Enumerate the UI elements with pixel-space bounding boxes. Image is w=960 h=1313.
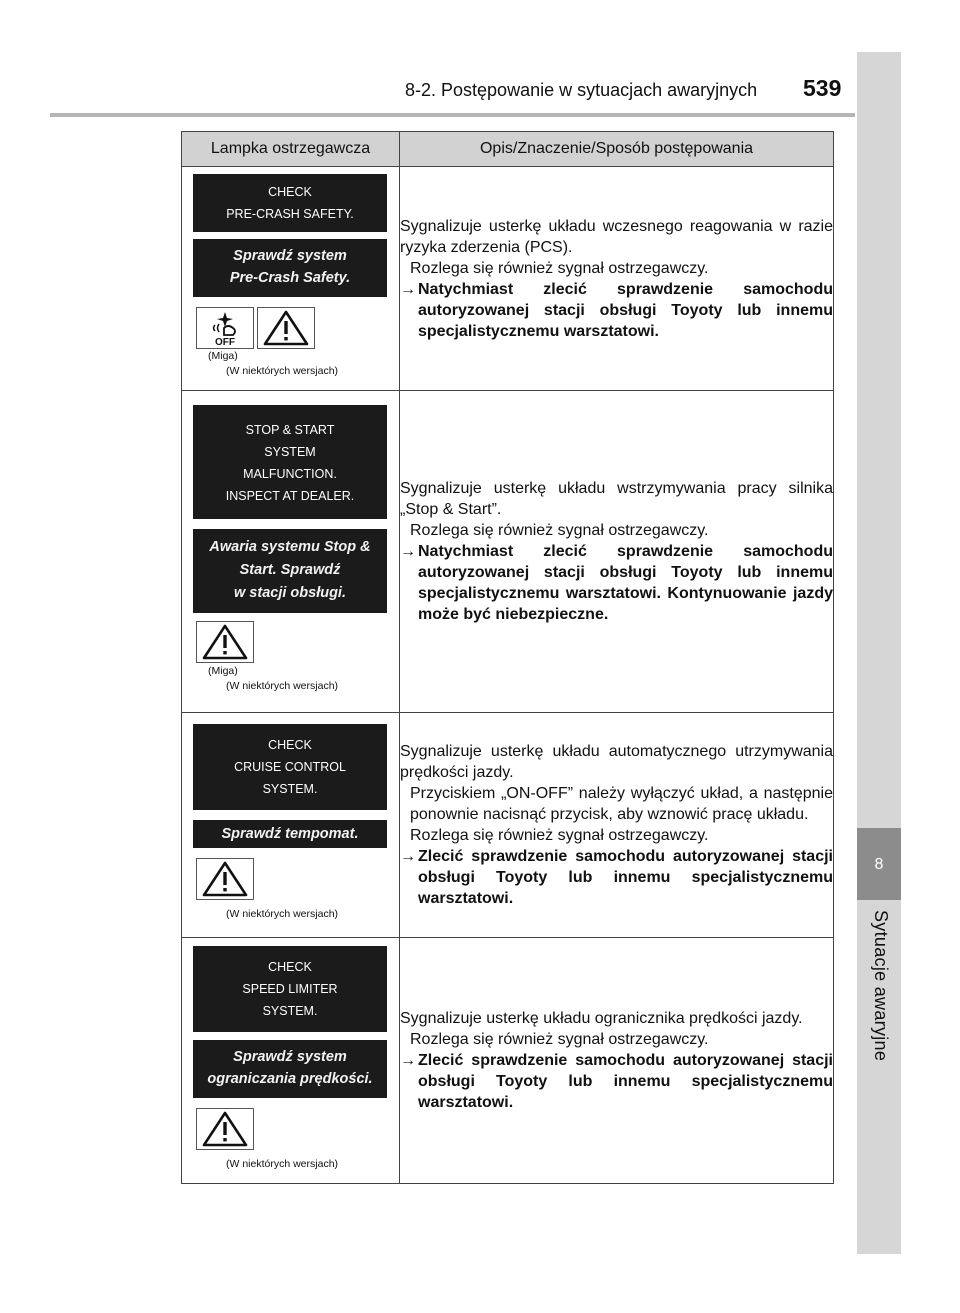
col-header-lamp: Lampka ostrzegawcza <box>182 132 400 167</box>
svg-text:OFF: OFF <box>215 337 235 347</box>
table-header-row <box>182 132 834 167</box>
version-note: (W niektórych wersjach) <box>226 680 339 692</box>
pcs-off-icon <box>196 307 254 349</box>
display-message-en: CHECK CRUISE CONTROL SYSTEM. <box>193 724 387 810</box>
action-instruction: → Natychmiast zlecić sprawdzenie samochodu autoryzowanej stacji obsługi Toyoty lub innemu specjalistycznemu warsztatowi. <box>400 280 833 340</box>
display-message-en: CHECK SPEED LIMITER SYSTEM. <box>193 946 387 1032</box>
page-number: 539 <box>803 75 842 101</box>
warning-triangle-icon <box>196 858 254 900</box>
description-subtext-2: Rozlega się również sygnał ostrzegawczy. <box>410 827 709 844</box>
warning-triangle-icon <box>196 1108 254 1150</box>
lamp-cell <box>182 167 400 391</box>
description-subtext: Rozlega się również sygnał ostrzegawczy. <box>410 259 709 277</box>
arrow-icon: → <box>400 543 416 560</box>
warning-triangle-icon <box>196 621 254 663</box>
side-chapter-marker[interactable] <box>857 828 901 900</box>
arrow-icon: → <box>400 1052 416 1069</box>
action-instruction: → Zlecić sprawdzenie samochodu autoryzowanej stacji obsługi Toyoty lub innemu specjalistycznemu warsztatowi. <box>400 848 833 907</box>
lamp-cell <box>182 391 400 713</box>
blink-label: (Miga) <box>208 350 238 362</box>
display-message-pl: Awaria systemu Stop & Start. Sprawdź w stacji obsługi. <box>193 529 387 613</box>
description-text: Sygnalizuje usterkę układu automatycznego utrzymywania prędkości jazdy. <box>400 743 833 781</box>
description-cell <box>400 391 834 713</box>
display-message-pl: Sprawdź system Pre-Crash Safety. <box>193 239 387 297</box>
description-text: Sygnalizuje usterkę układu wczesnego reagowania w razie ryzyka zderzenia (PCS). <box>400 217 833 256</box>
description-text: Sygnalizuje usterkę układu ogranicznika prędkości jazdy. <box>400 1010 803 1027</box>
description-subtext: Rozlega się również sygnał ostrzegawczy. <box>410 522 709 539</box>
lamp-cell <box>182 713 400 938</box>
display-message-pl: Sprawdź tempomat. <box>193 820 387 848</box>
action-instruction: → Zlecić sprawdzenie samochodu autoryzowanej stacji obsługi Toyoty lub innemu specjalistycznemu warsztatowi. <box>400 1052 833 1111</box>
chapter-number: 8 <box>874 856 884 873</box>
description-cell <box>400 713 834 938</box>
table-row <box>182 167 834 391</box>
warning-table <box>181 131 834 1184</box>
table-row <box>182 391 834 713</box>
version-note: (W niektórych wersjach) <box>226 908 339 920</box>
lamp-cell <box>182 938 400 1184</box>
version-note: (W niektórych wersjach) <box>226 1157 339 1170</box>
description-text: Sygnalizuje usterkę układu wstrzymywania pracy silnika „Stop & Start”. <box>400 480 833 518</box>
action-instruction: → Natychmiast zlecić sprawdzenie samochodu autoryzowanej stacji obsługi Toyoty lub innemu specjalistycznemu warsztatowi. Kontynuowanie jazdy może być niebezpieczne. <box>400 543 833 623</box>
display-message-en: STOP & START SYSTEM MALFUNCTION. INSPECT AT DEALER. <box>193 405 387 519</box>
description-subtext: Przyciskiem „ON-OFF” należy wyłączyć układ, a następnie ponownie nacisnąć przycisk, aby wznowić pracę układu. <box>410 785 833 823</box>
blink-label: (Miga) <box>208 665 238 677</box>
side-tab <box>857 52 901 1254</box>
display-message-en: CHECK PRE-CRASH SAFETY. <box>193 174 387 232</box>
arrow-icon: → <box>400 280 416 298</box>
version-note: (W niektórych wersjach) <box>226 365 339 377</box>
arrow-icon: → <box>400 848 416 865</box>
warning-triangle-icon <box>257 307 315 349</box>
description-subtext: Rozlega się również sygnał ostrzegawczy. <box>410 1031 709 1048</box>
col-header-desc: Opis/Znaczenie/Sposób postępowania <box>400 132 834 167</box>
header-divider <box>50 113 855 117</box>
description-cell <box>400 938 834 1184</box>
chapter-title: Sytuacje awaryjne <box>871 910 891 1062</box>
table-row <box>182 713 834 938</box>
table-row <box>182 938 834 1184</box>
description-cell <box>400 167 834 391</box>
display-message-pl: Sprawdź system ograniczania prędkości. <box>193 1040 387 1098</box>
page-header-title: 8-2. Postępowanie w sytuacjach awaryjnych <box>405 80 758 100</box>
